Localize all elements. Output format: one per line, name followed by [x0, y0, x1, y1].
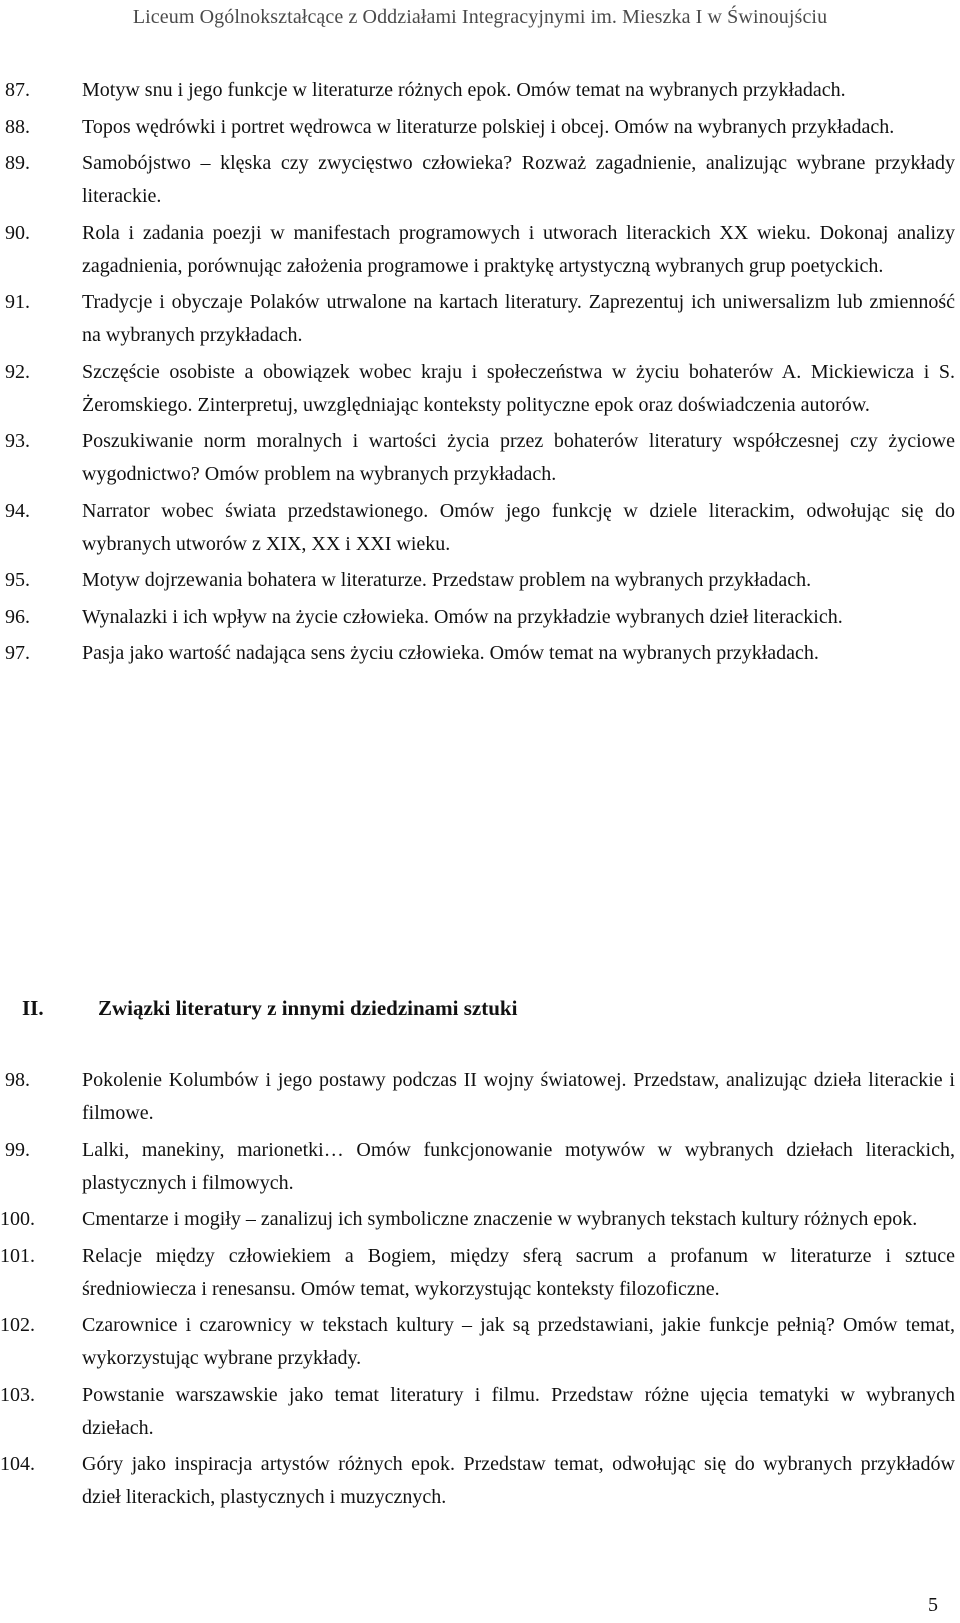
topic-number: 103.: [0, 1383, 35, 1406]
topic-number: 87.: [5, 79, 30, 101]
topic-text: Lalki, manekiny, marionetki… Omów funkcjonowanie motywów w wybranych dziełach literackich, plastycznych i filmowych.: [82, 1138, 955, 1194]
page-number: 5: [928, 1594, 938, 1616]
topic-text: Wynalazki i ich wpływ na życie człowieka. Omów na przykładzie wybranych dzieł literackich.: [82, 605, 843, 628]
topic-item: [0, 286, 960, 352]
topic-number: 104.: [0, 1453, 35, 1475]
topic-number: 96.: [5, 605, 30, 628]
topic-number: 101.: [0, 1244, 35, 1267]
topic-item: [0, 637, 960, 670]
topic-text: Relacje między człowiekiem a Bogiem, między sferą sacrum a profanum w literaturze i sztuce średniowiecza i renesansu. Omów temat, wykorzystując konteksty filozoficzne.: [82, 1244, 955, 1300]
topic-text: Powstanie warszawskie jako temat literatury i filmu. Przedstaw różne ujęcia tematyki w wybranych dziełach.: [82, 1383, 955, 1439]
topic-number: 93.: [5, 430, 30, 452]
topic-text: Góry jako inspiracja artystów różnych epok. Przedstaw temat, odwołując się do wybranych przykładów dzieł literackich, plastycznych i muzycznych.: [82, 1453, 955, 1508]
topic-item: [0, 1240, 960, 1306]
topic-number: 90.: [5, 221, 30, 244]
topic-number: 102.: [0, 1314, 35, 1336]
topic-text: Motyw dojrzewania bohatera w literaturze. Przedstaw problem na wybranych przykładach.: [82, 569, 812, 591]
topic-item: [0, 1203, 960, 1236]
topic-number: 99.: [5, 1138, 30, 1161]
section-number: II.: [22, 996, 44, 1020]
topic-list-1: [0, 74, 960, 674]
topic-item: [0, 1309, 960, 1375]
topic-item: [0, 111, 960, 144]
topic-list-2: [0, 1064, 960, 1518]
topic-text: Pokolenie Kolumbów i jego postawy podczas II wojny światowej. Przedstaw, analizując dzieła literackie i filmowe.: [82, 1069, 955, 1124]
section-heading: [0, 996, 960, 1021]
topic-item: [0, 74, 960, 107]
topic-number: 100.: [0, 1208, 35, 1230]
topic-number: 98.: [5, 1069, 30, 1091]
topic-item: [0, 425, 960, 491]
topic-text: Samobójstwo – klęska czy zwycięstwo człowieka? Rozważ zagadnienie, analizując wybrane przykłady literackie.: [82, 152, 955, 207]
topic-number: 88.: [5, 115, 30, 138]
topic-number: 95.: [5, 569, 30, 591]
topic-item: [0, 1448, 960, 1514]
topic-number: 92.: [5, 360, 30, 383]
topic-item: [0, 147, 960, 213]
topic-text: Topos wędrówki i portret wędrowca w literaturze polskiej i obcej. Omów na wybranych przykładach.: [82, 115, 895, 138]
topic-text: Tradycje i obyczaje Polaków utrwalone na kartach literatury. Zaprezentuj ich uniwersalizm lub zmienność na wybranych przykładach.: [82, 291, 955, 346]
topic-item: [0, 1064, 960, 1130]
topic-number: 91.: [5, 291, 30, 313]
page-header: Liceum Ogólnokształcące z Oddziałami Integracyjnymi im. Mieszka I w Świnoujściu: [132, 6, 828, 28]
topic-item: [0, 356, 960, 422]
topic-item: [0, 1134, 960, 1200]
topic-text: Motyw snu i jego funkcje w literaturze różnych epok. Omów temat na wybranych przykładach.: [82, 79, 846, 101]
topic-number: 97.: [5, 642, 30, 664]
topic-text: Narrator wobec świata przedstawionego. Omów jego funkcję w dziele literackim, odwołując się do wybranych utworów z XIX, XX i XXI wieku.: [82, 499, 955, 555]
topic-number: 89.: [5, 152, 30, 174]
topic-number: 94.: [5, 499, 30, 522]
topic-text: Czarownice i czarownicy w tekstach kultury – jak są przedstawiani, jakie funkcje pełnią? Omów temat, wykorzystując wybrane przykłady.: [82, 1314, 955, 1369]
topic-item: [0, 564, 960, 597]
topic-item: [0, 601, 960, 634]
topic-item: [0, 495, 960, 561]
topic-text: Rola i zadania poezji w manifestach programowych i utworach literackich XX wieku. Dokonaj analizy zagadnienia, porównując założenia programowe i praktykę artystyczną wybranych grup poetyckich.: [82, 221, 955, 277]
topic-item: [0, 217, 960, 283]
topic-text: Poszukiwanie norm moralnych i wartości życia przez bohaterów literatury współczesnej czy życiowe wygodnictwo? Omów problem na wybranych przykładach.: [82, 430, 955, 485]
topic-item: [0, 1379, 960, 1445]
section-title: Związki literatury z innymi dziedzinami sztuki: [98, 996, 518, 1020]
topic-text: Szczęście osobiste a obowiązek wobec kraju i społeczeństwa w życiu bohaterów A. Mickiewicza i S. Żeromskiego. Zinterpretuj, uwzględniając konteksty polityczne epok oraz doświadczenia autorów.: [82, 360, 955, 416]
topic-text: Cmentarze i mogiły – zanalizuj ich symboliczne znaczenie w wybranych tekstach kultury różnych epok.: [82, 1208, 918, 1230]
topic-text: Pasja jako wartość nadająca sens życiu człowieka. Omów temat na wybranych przykładach.: [82, 642, 819, 664]
